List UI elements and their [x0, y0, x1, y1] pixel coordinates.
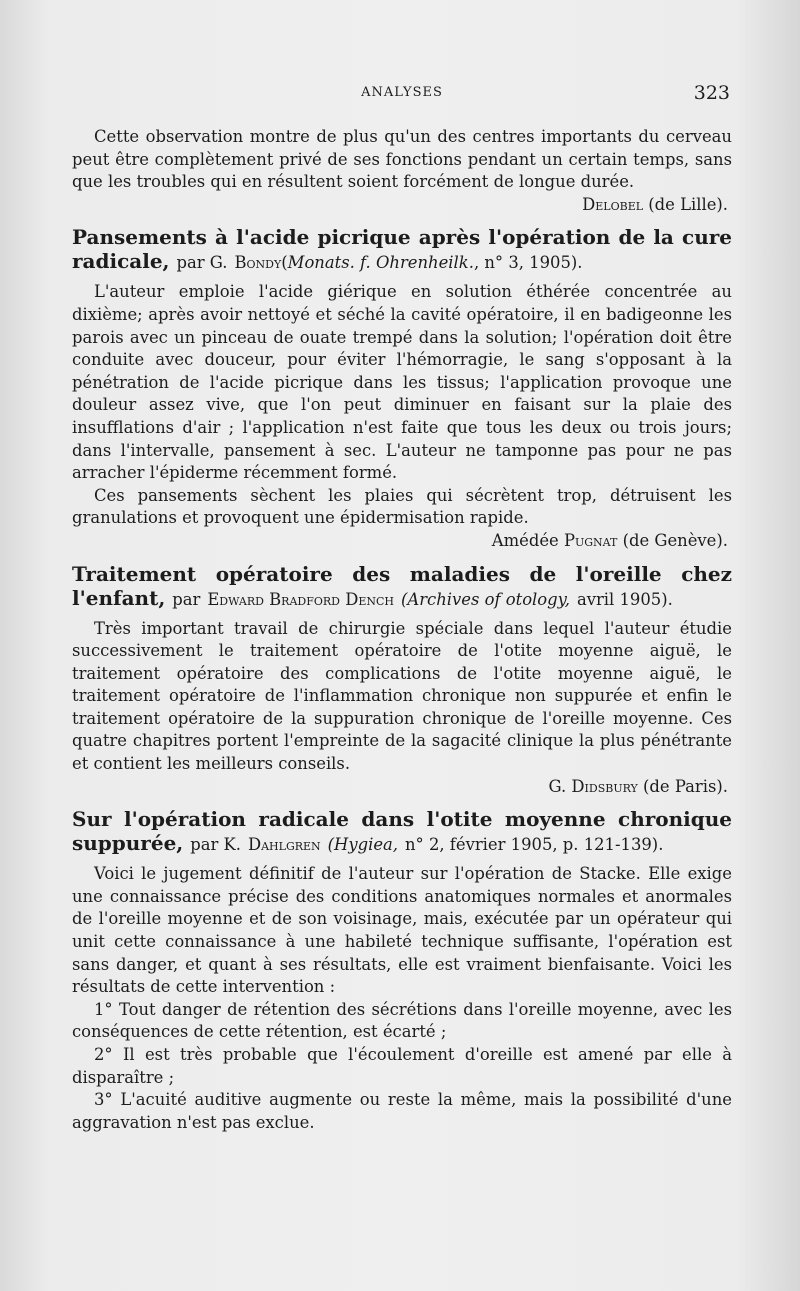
page-content	[72, 126, 732, 1134]
article-source-detail: n° 2, février 1905, p. 121-139).	[405, 835, 664, 855]
signature-first: G.	[548, 776, 567, 796]
article-title: Sur l'opération radicale dans l'otite moyenne chronique suppurée,	[72, 807, 732, 856]
running-header	[72, 82, 732, 104]
signature-name: Delobel	[582, 194, 644, 214]
article-source-detail: , n° 3, 1905).	[473, 253, 583, 273]
article-author: Bondy	[234, 253, 282, 273]
signature-name: Didsbury	[571, 776, 638, 796]
article-source-journal: (Hygiea,	[327, 835, 399, 855]
intro-paragraph: Cette observation montre de plus qu'un des centres importants du cerveau peut être complètement privé de ses fonctions pendant un certain temps, sans que les troubles qui en résultent soient forcément de longue durée.	[72, 127, 732, 192]
intro-signature	[72, 194, 732, 217]
signature-place: (de Lille).	[648, 194, 728, 214]
signature-place: (de Paris).	[643, 776, 728, 796]
article-signature	[72, 530, 732, 553]
article-heading-ear-child	[72, 562, 732, 612]
article-by: par	[172, 589, 201, 609]
article-author: Dahlgren	[247, 835, 321, 855]
article-source-journal: (Archives of otology,	[400, 589, 570, 609]
article-source-journal: Monats. f. Ohrenheilk.	[287, 253, 474, 273]
article-by: par K.	[190, 835, 241, 855]
signature-first: Amédée	[491, 530, 559, 550]
article-source-detail: avril 1905).	[576, 589, 673, 609]
article-paragraph: 1° Tout danger de rétention des sécrétions dans l'oreille moyenne, avec les conséquences de cette rétention, est écarté ;	[72, 999, 732, 1042]
article-paragraph: L'auteur emploie l'acide giérique en solution éthérée concentrée au dixième; après avoir nettoyé et séché la cavité opératoire, il en badigeonne les parois avec un pinceau de ouate trempé dans la solution; l'opération doit être conduite avec douceur, pour éviter l'hémorragie, le sang s'opposant à la pénétration de l'acide picrique dans les tissus; l'application provoque une douleur assez vive, que l'on peut diminuer en faisant sur la plaie des insufflations d'air ; l'application n'est faite que tous les deux ou trois jours; dans l'intervalle, pansement à sec. L'auteur ne tamponne pas pour ne pas arracher l'épiderme récemment formé.	[72, 282, 732, 483]
article-heading-picric	[72, 225, 732, 275]
article-heading-radical-op	[72, 807, 732, 857]
article-signature	[72, 776, 732, 799]
running-title: ANALYSES	[361, 85, 443, 100]
article-author: Edward Bradford Dench	[207, 589, 394, 609]
article-title: Traitement opératoire des maladies de l'oreille chez l'enfant,	[72, 561, 732, 610]
article-title: Pansements à l'acide picrique après l'opération de la cure radicale,	[72, 225, 732, 274]
article-paragraph: Ces pansements sèchent les plaies qui sécrètent trop, détruisent les granulations et provoquent une épidermisation rapide.	[72, 485, 732, 528]
article-paragraph: 3° L'acuité auditive augmente ou reste la même, mais la possibilité d'une aggravation n'est pas exclue.	[72, 1090, 732, 1132]
page-number: 323	[693, 82, 730, 104]
article-source-open: (	[281, 253, 288, 273]
article-paragraph: Très important travail de chirurgie spéciale dans lequel l'auteur étudie successivement le traitement opératoire de l'otite moyenne aiguë, le traitement opératoire des complications de l'otite moyenne aiguë, le traitement opératoire de l'inflammation chronique non suppurée et enfin le traitement opératoire de la suppuration chronique de l'oreille moyenne. Ces quatre chapitres portent l'empreinte de la sagacité clinique la plus pénétrante et contient les meilleurs conseils.	[72, 618, 732, 774]
article-by: par G.	[176, 253, 228, 273]
article-paragraph: 2° Il est très probable que l'écoulement d'oreille est amené par elle à disparaître ;	[72, 1045, 732, 1087]
signature-name: Pugnat	[563, 530, 618, 550]
signature-place: (de Genève).	[622, 530, 728, 550]
article-paragraph: Voici le jugement définitif de l'auteur sur l'opération de Stacke. Elle exige une connaissance précise des conditions anatomiques normales et anormales de l'oreille moyenne et de son voisinage, mais, exécutée par un opérateur qui unit cette connaissance à une habileté technique suffisante, l'opération est sans danger, et quant à ses résultats, elle est vraiment bienfaisante. Voici les résultats de cette intervention :	[72, 864, 732, 997]
